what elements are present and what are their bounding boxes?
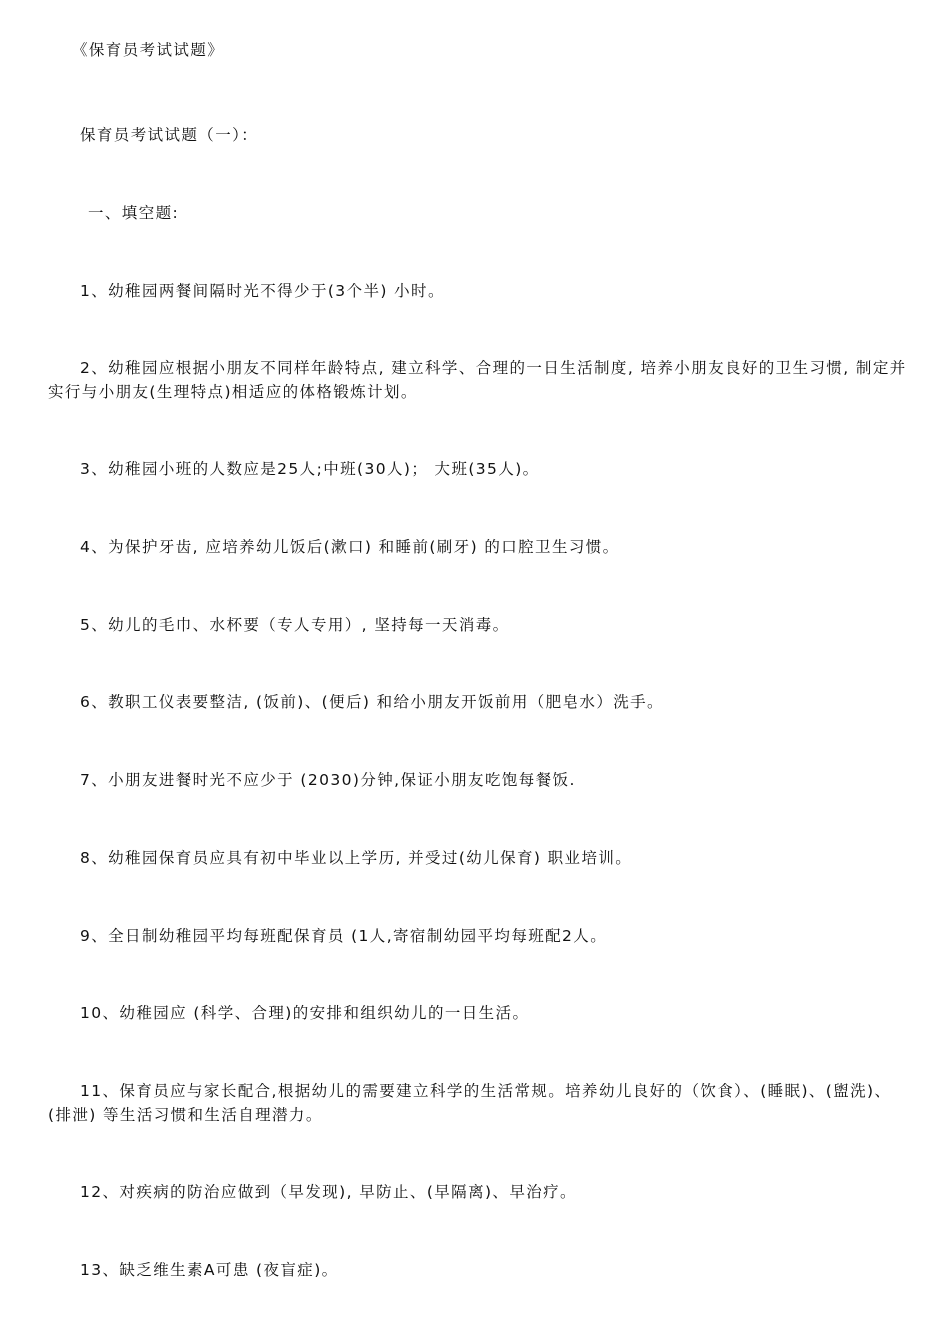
list-item <box>48 356 908 404</box>
list-item: 12、对疾病的防治应做到（早发现), 早防止、(早隔离)、早治疗。 <box>80 1183 577 1201</box>
section-title: 保育员考试试题（一）： <box>80 126 259 144</box>
list-item: 5、幼儿的毛巾、水杯要（专人专用）, 坚持每一天消毒。 <box>80 616 510 634</box>
list-item: 1、幼稚园两餐间隔时光不得少于(3个半) 小时。 <box>80 282 445 300</box>
list-item-text: 11、保育员应与家长配合,根据幼儿的需要建立科学的生活常规。培养幼儿良好的（饮食）、(睡眠)、(盥洗)、(排泄) 等生活习惯和生活自理潜力。 <box>48 1082 892 1124</box>
list-item: 13、缺乏维生素A可患 (夜盲症)。 <box>80 1261 339 1279</box>
list-item: 7、小朋友进餐时光不应少于 (2030)分钟,保证小朋友吃饱每餐饭. <box>80 771 576 789</box>
list-item: 4、为保护牙齿, 应培养幼儿饭后(漱口) 和睡前(刷牙) 的口腔卫生习惯。 <box>80 538 620 556</box>
list-item: 10、幼稚园应 (科学、合理)的安排和组织幼儿的一日生活。 <box>80 1004 530 1022</box>
document-title: 《保育员考试试题》 <box>72 41 225 59</box>
list-item-text: 2、幼稚园应根据小朋友不同样年龄特点, 建立科学、合理的一日生活制度, 培养小朋友良好的卫生习惯, 制定并实行与小朋友(生理特点)相适应的体格锻炼计划。 <box>48 359 907 401</box>
list-item: 3、幼稚园小班的人数应是25人;中班(30人)； 大班(35人)。 <box>80 460 540 478</box>
part-heading: 一、填空题: <box>88 204 180 222</box>
list-item <box>48 1079 908 1127</box>
list-item: 9、全日制幼稚园平均每班配保育员 (1人,寄宿制幼园平均每班配2人。 <box>80 927 608 945</box>
list-item: 8、幼稚园保育员应具有初中毕业以上学历, 并受过(幼儿保育) 职业培训。 <box>80 849 633 867</box>
list-item: 6、教职工仪表要整洁, (饭前)、(便后) 和给小朋友开饭前用（肥皂水）洗手。 <box>80 693 664 711</box>
